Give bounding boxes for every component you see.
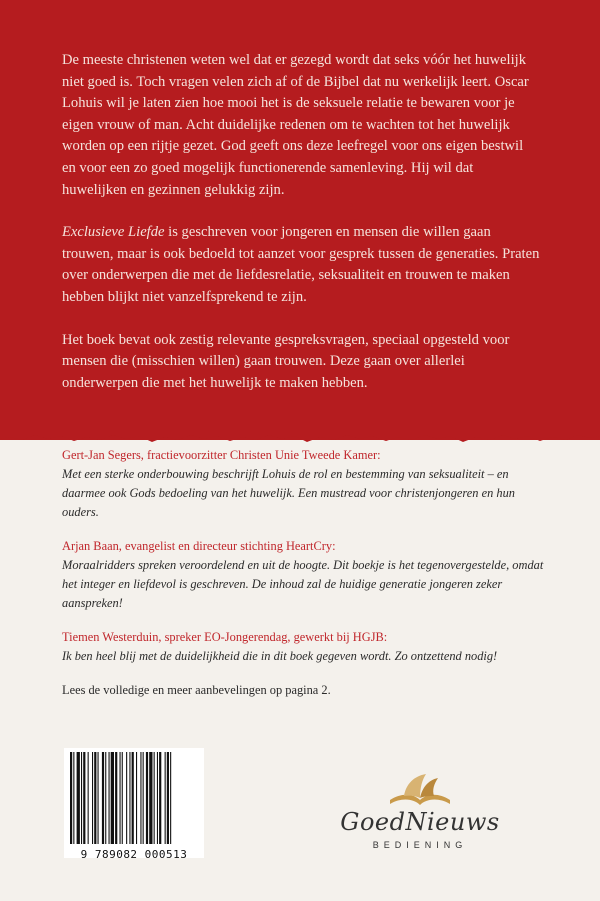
open-book-icon bbox=[382, 770, 458, 810]
barcode-bar bbox=[165, 752, 166, 844]
barcode-bar bbox=[157, 752, 158, 844]
endorsement-block bbox=[62, 446, 546, 522]
description-paragraph-2 bbox=[62, 222, 540, 308]
barcode-bar bbox=[111, 752, 114, 844]
barcode-bar bbox=[88, 752, 89, 844]
description-paragraph-2-text: is geschreven voor jongeren en mensen die willen gaan trouwen, maar is ook bedoeld tot aanzet voor gesprek tussen de generaties. Praten over onderwerpen die met de liefdesrelatie, seksualiteit en trouwen te maken hebben blijkt niet vanzelfsprekend te zijn. bbox=[62, 224, 540, 305]
isbn-number: 9 789082 000513 bbox=[80, 848, 188, 861]
barcode-bar bbox=[149, 752, 152, 844]
barcode-bar bbox=[70, 752, 72, 844]
barcode-bar bbox=[73, 752, 74, 844]
description-paragraph-3: Het boek bevat ook zestig relevante gespreksvragen, speciaal opgesteld voor mensen die (misschien willen) gaan trouwen. Deze gaan over allerlei onderwerpen die met het huwelijk te maken hebben. bbox=[62, 331, 510, 391]
barcode-bar bbox=[120, 752, 121, 844]
barcode-bar bbox=[98, 752, 99, 844]
barcode-bar bbox=[154, 752, 155, 844]
barcode-bar bbox=[126, 752, 127, 844]
endorsements-section bbox=[62, 446, 546, 700]
barcode-bar bbox=[122, 752, 123, 844]
publisher-tagline: BEDIENING bbox=[372, 840, 468, 850]
barcode-bar bbox=[109, 752, 110, 844]
barcode-bar bbox=[132, 752, 134, 844]
barcode-bar bbox=[159, 752, 161, 844]
endorser-name: Gert-Jan Segers, fractievoorzitter Christen Unie Tweede Kamer: bbox=[62, 448, 381, 462]
barcode-bar bbox=[146, 752, 148, 844]
publisher-name: GoedNieuws bbox=[340, 808, 500, 836]
endorser-name: Arjan Baan, evangelist en directeur stichting HeartCry: bbox=[62, 539, 336, 553]
barcode-bar bbox=[115, 752, 117, 844]
barcode-bar bbox=[94, 752, 96, 844]
barcode-bar bbox=[140, 752, 141, 844]
isbn-barcode bbox=[64, 748, 204, 858]
description-paragraph-1: De meeste christenen weten wel dat er gezegd wordt dat seks vóór het huwelijk niet goed is. Toch vragen velen zich af of de Bijbel dat nu werkelijk leert. Oscar Lohuis wil je laten zien hoe mooi het is de seksuele relatie te bewaren voor je eigen vrouw of man. Acht duidelijke redenen om te wachten tot het huwelijk worden op een rijtje gezet. God geeft ons deze leefregel voor ons eigen bestwil en voor een zo goed mogelijk functionerende samenleving. Hij wil dat huwelijken en gezinnen gelukkig zijn. bbox=[62, 52, 529, 198]
barcode-bar bbox=[77, 752, 80, 844]
barcode-bar bbox=[143, 752, 144, 844]
barcode-bar bbox=[136, 752, 137, 844]
endorsement-block bbox=[62, 537, 546, 613]
publisher-logo bbox=[330, 770, 510, 860]
barcode-bar bbox=[102, 752, 104, 844]
book-title-italic: Exclusieve Liefde bbox=[62, 224, 165, 241]
endorsement-quote: Moraalridders spreken veroordelend en uit de hoogte. Dit boekje is het tegenovergestelde, omdat het integer en liefdevol is geschreven. De inhoud zal de huidige generatie jongeren zeker aanspreken! bbox=[62, 558, 544, 610]
endorsement-block bbox=[62, 628, 546, 666]
barcode-bar bbox=[92, 752, 93, 844]
endorsement-quote: Met een sterke onderbouwing beschrijft Lohuis de rol en bestemming van seksualiteit – en daarmee ook Gods bedoeling van het huwelijk. Een mustread voor christenjongeren en hun ouders. bbox=[62, 467, 515, 519]
back-cover-description bbox=[62, 50, 540, 415]
endorsement-quote: Ik ben heel blij met de duidelijkheid die in dit boek gegeven wordt. Zo ontzettend nodig! bbox=[62, 649, 498, 663]
barcode-bar bbox=[81, 752, 82, 844]
barcode-bar bbox=[167, 752, 169, 844]
barcode-bar bbox=[105, 752, 106, 844]
torn-paper-edge bbox=[0, 418, 600, 448]
barcode-bar bbox=[170, 752, 171, 844]
endorser-name: Tiemen Westerduin, spreker EO-Jongerendag, gewerkt bij HGJB: bbox=[62, 630, 388, 644]
barcode-bar bbox=[83, 752, 85, 844]
read-more-note: Lees de volledige en meer aanbevelingen op pagina 2. bbox=[62, 683, 331, 697]
barcode-bar bbox=[129, 752, 130, 844]
